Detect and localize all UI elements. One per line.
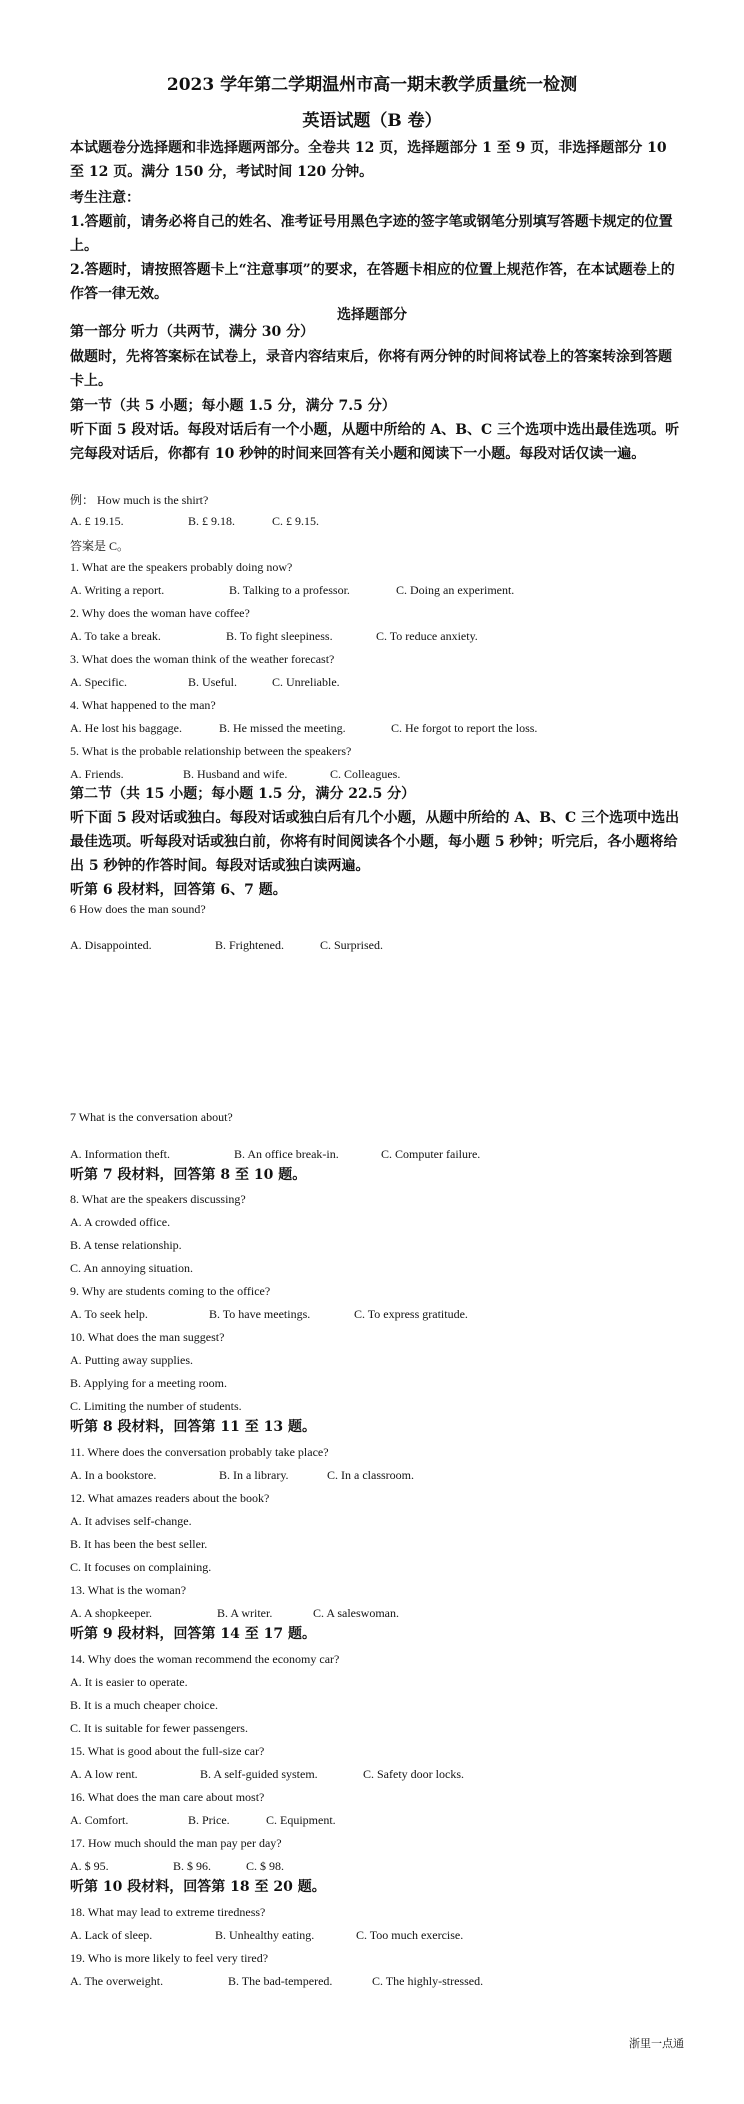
passage-6-heading: 听第 6 段材料，回答第 6、7 题。 xyxy=(70,882,287,898)
q17-option-c: C. $ 98. xyxy=(246,1859,285,1873)
section-2-heading: 第二节（共 15 小题；每小题 1.5 分，满分 22.5 分） xyxy=(70,786,416,802)
q17: 17. How much should the man pay per day? xyxy=(70,1836,282,1850)
example-answer: 答案是 C。 xyxy=(70,539,130,553)
q15-option-a: A. A low rent. xyxy=(70,1767,138,1781)
passage-8-heading: 听第 8 段材料，回答第 11 至 13 题。 xyxy=(70,1419,316,1435)
q19: 19. Who is more likely to feel very tired? xyxy=(70,1951,269,1965)
q1-option-c: C. Doing an experiment. xyxy=(396,583,515,597)
q3-option-a: A. Specific. xyxy=(70,675,127,689)
q6-option-a: A. Disappointed. xyxy=(70,938,152,952)
q14-option-a: A. It is easier to operate. xyxy=(70,1675,188,1689)
q18-option-c: C. Too much exercise. xyxy=(356,1928,464,1942)
notice-heading: 考生注意： xyxy=(70,190,140,206)
q16-option-b: B. Price. xyxy=(188,1813,230,1827)
q15-option-b: B. A self-guided system. xyxy=(200,1767,318,1781)
q8-option-c: C. An annoying situation. xyxy=(70,1261,193,1275)
q19-option-c: C. The highly-stressed. xyxy=(372,1974,484,1988)
passage-7-heading: 听第 7 段材料，回答第 8 至 10 题。 xyxy=(70,1167,307,1183)
q1-option-b: B. Talking to a professor. xyxy=(229,583,350,597)
q8: 8. What are the speakers discussing? xyxy=(70,1192,246,1206)
q8-option-a: A. A crowded office. xyxy=(70,1215,171,1229)
q14-option-c: C. It is suitable for fewer passengers. xyxy=(70,1721,248,1735)
q11-option-a: A. In a bookstore. xyxy=(70,1468,157,1482)
q14-option-b: B. It is a much cheaper choice. xyxy=(70,1698,218,1712)
q19-option-a: A. The overweight. xyxy=(70,1974,164,1988)
section-heading: 选择题部分 xyxy=(337,307,407,323)
q13: 13. What is the woman? xyxy=(70,1583,187,1597)
q19-option-b: B. The bad-tempered. xyxy=(228,1974,333,1988)
q5-option-a: A. Friends. xyxy=(70,767,124,781)
q4-option-c: C. He forgot to report the loss. xyxy=(391,721,538,735)
exam-title: 2023 学年第二学期温州市高一期末教学质量统一检测 xyxy=(166,75,578,95)
section-2-instruction: 听下面 5 段对话或独白。每段对话或独白后有几个小题，从题中所给的 A、B、C 三个选项中选出最佳选项。听每段对话或独白前，你将有时间阅读各个小题，每小题 5 秒钟；听完后，各小题将给出 5 秒钟的作答时间。每段对话或独白读两遍。 xyxy=(70,810,680,874)
intro-text: 本试题卷分选择题和非选择题两部分。全卷共 12 页，选择题部分 1 至 9 页，非选择题部分 10 至 12 页。满分 150 分，考试时间 120 分钟。 xyxy=(70,140,667,180)
q5-option-b: B. Husband and wife. xyxy=(183,767,288,781)
q18-option-b: B. Unhealthy eating. xyxy=(215,1928,315,1942)
q5: 5. What is the probable relationship between the speakers? xyxy=(70,744,352,758)
q10: 10. What does the man suggest? xyxy=(70,1330,225,1344)
q3-option-b: B. Useful. xyxy=(188,675,237,689)
q8-option-b: B. A tense relationship. xyxy=(70,1238,182,1252)
q12: 12. What amazes readers about the book? xyxy=(70,1491,270,1505)
q15-option-c: C. Safety door locks. xyxy=(363,1767,464,1781)
q7-option-a: A. Information theft. xyxy=(70,1147,170,1161)
q2-option-c: C. To reduce anxiety. xyxy=(376,629,478,643)
section-1-heading: 第一节（共 5 小题；每小题 1.5 分，满分 7.5 分） xyxy=(70,398,396,414)
q12-option-b: B. It has been the best seller. xyxy=(70,1537,208,1551)
q13-option-a: A. A shopkeeper. xyxy=(70,1606,152,1620)
q5-option-c: C. Colleagues. xyxy=(330,767,401,781)
q16-option-a: A. Comfort. xyxy=(70,1813,129,1827)
part-1-heading: 第一部分 听力（共两节，满分 30 分） xyxy=(70,324,315,340)
q10-option-c: C. Limiting the number of students. xyxy=(70,1399,242,1413)
q9: 9. Why are students coming to the office? xyxy=(70,1284,271,1298)
part-1-instruction: 做题时，先将答案标在试卷上，录音内容结束后，你将有两分钟的时间将试卷上的答案转涂到答题卡上。 xyxy=(70,349,672,389)
q2-option-b: B. To fight sleepiness. xyxy=(226,629,333,643)
q1-option-a: A. Writing a report. xyxy=(70,583,165,597)
q9-option-b: B. To have meetings. xyxy=(209,1307,311,1321)
q11-option-b: B. In a library. xyxy=(219,1468,289,1482)
notice-1: 1.答题前，请务必将自己的姓名、准考证号用黑色字迹的签字笔或钢笔分别填写答题卡规定的位置上。 xyxy=(70,214,673,254)
q7-option-c: C. Computer failure. xyxy=(381,1147,481,1161)
q18: 18. What may lead to extreme tiredness? xyxy=(70,1905,266,1919)
q4-option-b: B. He missed the meeting. xyxy=(219,721,346,735)
q2-option-a: A. To take a break. xyxy=(70,629,161,643)
q2: 2. Why does the woman have coffee? xyxy=(70,606,250,620)
example-option-c: C. £ 9.15. xyxy=(272,514,320,528)
q6: 6 How does the man sound? xyxy=(70,902,206,916)
q3: 3. What does the woman think of the weather forecast? xyxy=(70,652,335,666)
q14: 14. Why does the woman recommend the economy car? xyxy=(70,1652,340,1666)
example-option-b: B. £ 9.18. xyxy=(188,514,236,528)
q11-option-c: C. In a classroom. xyxy=(327,1468,414,1482)
q7-option-b: B. An office break-in. xyxy=(234,1147,339,1161)
q16: 16. What does the man care about most? xyxy=(70,1790,265,1804)
q9-option-c: C. To express gratitude. xyxy=(354,1307,468,1321)
q6-option-b: B. Frightened. xyxy=(215,938,284,952)
q3-option-c: C. Unreliable. xyxy=(272,675,340,689)
q18-option-a: A. Lack of sleep. xyxy=(70,1928,153,1942)
q7: 7 What is the conversation about? xyxy=(70,1110,233,1124)
q17-option-b: B. $ 96. xyxy=(173,1859,212,1873)
q11: 11. Where does the conversation probably take place? xyxy=(70,1445,329,1459)
section-1-instruction: 听下面 5 段对话。每段对话后有一个小题，从题中所给的 A、B、C 三个选项中选出最佳选项。听完每段对话后，你都有 10 秒钟的时间来回答有关小题和阅读下一小题。每段对话仅读一遍。 xyxy=(70,422,680,462)
q9-option-a: A. To seek help. xyxy=(70,1307,148,1321)
notice-2: 2.答题时，请按照答题卡上“注意事项”的要求，在答题卡相应的位置上规范作答，在本试题卷上的作答一律无效。 xyxy=(70,262,675,302)
q1: 1. What are the speakers probably doing now? xyxy=(70,560,293,574)
q4-option-a: A. He lost his baggage. xyxy=(70,721,182,735)
q15: 15. What is good about the full-size car? xyxy=(70,1744,265,1758)
q6-option-c: C. Surprised. xyxy=(320,938,383,952)
example-question: 例： How much is the shirt? xyxy=(70,493,209,507)
q4: 4. What happened to the man? xyxy=(70,698,216,712)
q12-option-c: C. It focuses on complaining. xyxy=(70,1560,212,1574)
footer-watermark: 浙里一点通 xyxy=(629,2037,684,2050)
passage-9-heading: 听第 9 段材料，回答第 14 至 17 题。 xyxy=(70,1626,316,1642)
exam-subtitle: 英语试题（B 卷） xyxy=(302,111,442,131)
q17-option-a: A. $ 95. xyxy=(70,1859,109,1873)
example-option-a: A. £ 19.15. xyxy=(70,514,124,528)
q16-option-c: C. Equipment. xyxy=(266,1813,336,1827)
passage-10-heading: 听第 10 段材料，回答第 18 至 20 题。 xyxy=(70,1879,326,1895)
q13-option-c: C. A saleswoman. xyxy=(313,1606,399,1620)
q13-option-b: B. A writer. xyxy=(217,1606,273,1620)
q10-option-a: A. Putting away supplies. xyxy=(70,1353,193,1367)
q12-option-a: A. It advises self-change. xyxy=(70,1514,192,1528)
q10-option-b: B. Applying for a meeting room. xyxy=(70,1376,227,1390)
